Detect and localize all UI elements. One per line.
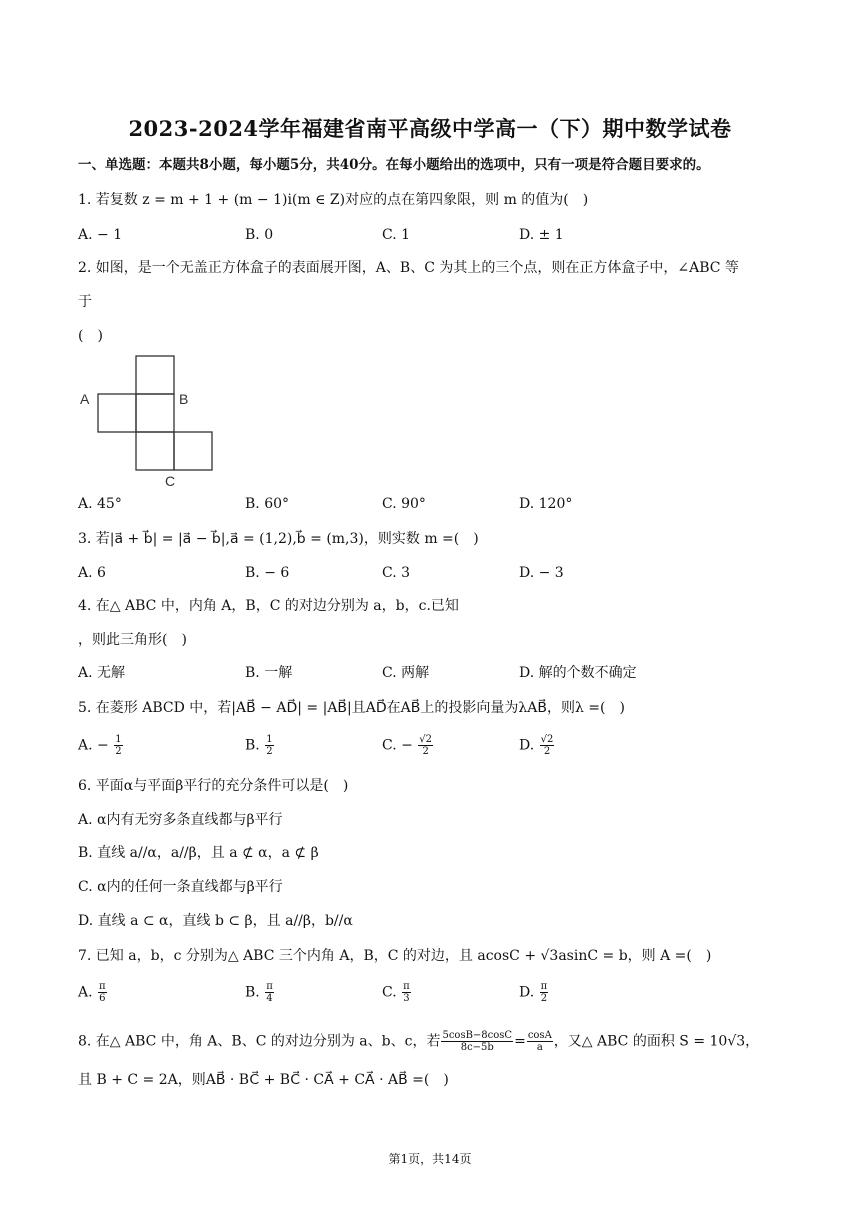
q2-option-a: A. 45°	[78, 496, 122, 512]
q3-option-c: C. 3	[382, 565, 411, 581]
q7-option-a-prefix: A.	[78, 984, 93, 1001]
q7-option-d-fraction	[540, 981, 549, 1004]
net-square-left	[98, 394, 136, 432]
cube-net-figure	[78, 354, 218, 490]
q7-a-num: π	[99, 981, 106, 992]
question-8-stem-line2: 且 B + C = 2A，则AB⃗ · BC⃗ + BC⃗ · CA⃗ + CA⃗ · AB⃗ =( )	[78, 1072, 449, 1088]
q5-a-den: 2	[115, 746, 122, 757]
question-1-stem: 1. 若复数 z = m + 1 + (m − 1)i(m ∈ Z)对应的点在第四象限，则 m 的值为( )	[78, 192, 589, 208]
q8-equals: =	[514, 1033, 526, 1050]
net-square-top	[136, 356, 174, 394]
q8-fraction-2	[527, 1030, 553, 1053]
q7-option-d-prefix: D.	[519, 984, 535, 1001]
question-5-options	[78, 734, 778, 764]
q5-option-c-fraction	[418, 734, 433, 757]
question-8-stem-line1	[78, 1030, 759, 1053]
q3-option-d: D. − 3	[519, 565, 564, 581]
q5-option-a	[78, 734, 124, 757]
question-4-options	[78, 663, 778, 687]
q1-option-c: C. 1	[382, 227, 411, 243]
q8-frac2-den: a	[536, 1042, 543, 1053]
q7-d-num: π	[540, 981, 548, 992]
question-2-options	[78, 494, 778, 518]
net-label-a: A	[80, 391, 90, 407]
q7-c-den: 3	[403, 993, 410, 1004]
question-5-stem: 5. 在菱形 ABCD 中，若|AB⃗ − AD⃗| = |AB⃗|且AD⃗在AB⃗上的投影向量为λAB⃗，则λ =( )	[78, 700, 625, 716]
q6-option-d: D. 直线 a ⊂ α，直线 b ⊂ β，且 a//β，b//α	[78, 913, 353, 929]
q6-option-a: A. α内有无穷多条直线都与β平行	[78, 812, 283, 828]
q4-option-d: D. 解的个数不确定	[519, 665, 637, 681]
question-2-stem-line3: ( )	[78, 328, 103, 344]
q2-option-d: D. 120°	[519, 496, 573, 512]
q5-option-d-prefix: D.	[519, 737, 535, 754]
q5-option-d	[519, 734, 555, 757]
question-3-options	[78, 563, 778, 587]
q7-d-den: 2	[540, 993, 548, 1004]
question-3-stem: 3. 若|a⃗ + b⃗| = |a⃗ − b⃗|,a⃗ = (1,2),b⃗ = (m,3)，则实数 m =( )	[78, 531, 479, 547]
q1-option-a: A. − 1	[78, 227, 123, 243]
section-heading: 一、单选题：本题共8小题，每小题5分，共40分。在每小题给出的选项中，只有一项是符合题目要求的。	[78, 157, 710, 173]
q5-d-num: √2	[540, 734, 554, 745]
q7-option-d	[519, 981, 549, 1004]
q5-a-num: 1	[115, 734, 122, 745]
q1-option-d: D. ± 1	[519, 227, 564, 243]
q5-option-b-fraction	[265, 734, 273, 757]
net-square-center	[136, 394, 174, 432]
q5-b-den: 2	[266, 746, 273, 757]
net-label-c: C	[165, 473, 176, 489]
question-2-stem-line1: 2. 如图，是一个无盖正方体盒子的表面展开图，A、B、C 为其上的三个点，则在正方体盒子中，∠ABC 等	[78, 260, 739, 276]
q5-c-den: 2	[422, 746, 429, 757]
net-label-b: B	[179, 391, 189, 407]
q7-option-c-fraction	[402, 981, 411, 1004]
question-2-stem-line2: 于	[78, 294, 92, 310]
q8-frac2-num: cosA	[527, 1030, 552, 1041]
q8-stem-post: ，又△ ABC 的面积 S = 10√3，	[553, 1033, 760, 1050]
page-title: 2023-2024学年福建省南平高级中学高一（下）期中数学试卷	[128, 116, 732, 141]
q2-option-b: B. 60°	[245, 496, 290, 512]
question-7-stem: 7. 已知 a，b，c 分别为△ ABC 三个内角 A，B，C 的对边，且 acosC + √3asinC = b，则 A =( )	[78, 948, 712, 964]
q5-option-a-fraction	[114, 734, 122, 757]
q7-b-den: 4	[266, 993, 273, 1004]
q6-option-b: B. 直线 a//α，a//β，且 a ⊄ α，a ⊄ β	[78, 845, 319, 861]
q7-option-b	[245, 981, 275, 1004]
q5-d-den: 2	[543, 746, 551, 757]
q1-option-b: B. 0	[245, 227, 274, 243]
q7-option-c	[382, 981, 412, 1004]
q4-option-b: B. 一解	[245, 665, 293, 681]
q7-option-b-prefix: B.	[245, 984, 260, 1001]
question-4-stem-line2: ，则此三角形( )	[78, 632, 187, 648]
q5-option-c	[382, 734, 434, 757]
q5-b-num: 1	[266, 734, 273, 745]
q3-option-b: B. − 6	[245, 565, 290, 581]
q4-option-a: A. 无解	[78, 665, 126, 681]
question-7-options	[78, 981, 778, 1011]
q8-fraction-1	[441, 1030, 513, 1053]
q5-option-d-fraction	[540, 734, 555, 757]
q7-c-num: π	[403, 981, 410, 992]
q7-a-den: 6	[99, 993, 106, 1004]
question-4-stem-line1: 4. 在△ ABC 中，内角 A，B，C 的对边分别为 a，b，c.已知	[78, 598, 459, 614]
q8-frac1-num: 5cosB−8cosC	[442, 1030, 513, 1041]
q7-option-a	[78, 981, 108, 1004]
q4-option-c: C. 两解	[382, 665, 430, 681]
q5-option-b-prefix: B.	[245, 737, 260, 754]
q5-option-b	[245, 734, 275, 757]
q2-option-c: C. 90°	[382, 496, 426, 512]
question-1-options	[78, 225, 778, 249]
q3-option-a: A. 6	[78, 565, 106, 581]
q8-frac1-den: 8c−5b	[460, 1042, 494, 1053]
q7-option-c-prefix: C.	[382, 984, 397, 1001]
q5-option-c-prefix: C. −	[382, 737, 413, 754]
net-square-right	[174, 432, 212, 470]
page-footer: 第1页，共14页	[388, 1152, 472, 1166]
q7-option-a-fraction	[98, 981, 107, 1004]
net-square-bottom	[136, 432, 174, 470]
q5-option-a-prefix: A. −	[78, 737, 109, 754]
q8-stem-pre: 8. 在△ ABC 中，角 A、B、C 的对边分别为 a、b、c，若	[78, 1033, 441, 1050]
q7-option-b-fraction	[265, 981, 274, 1004]
question-6-stem: 6. 平面α与平面β平行的充分条件可以是( )	[78, 778, 349, 794]
q7-b-num: π	[266, 981, 273, 992]
q5-c-num: √2	[419, 734, 433, 745]
q6-option-c: C. α内的任何一条直线都与β平行	[78, 879, 283, 895]
